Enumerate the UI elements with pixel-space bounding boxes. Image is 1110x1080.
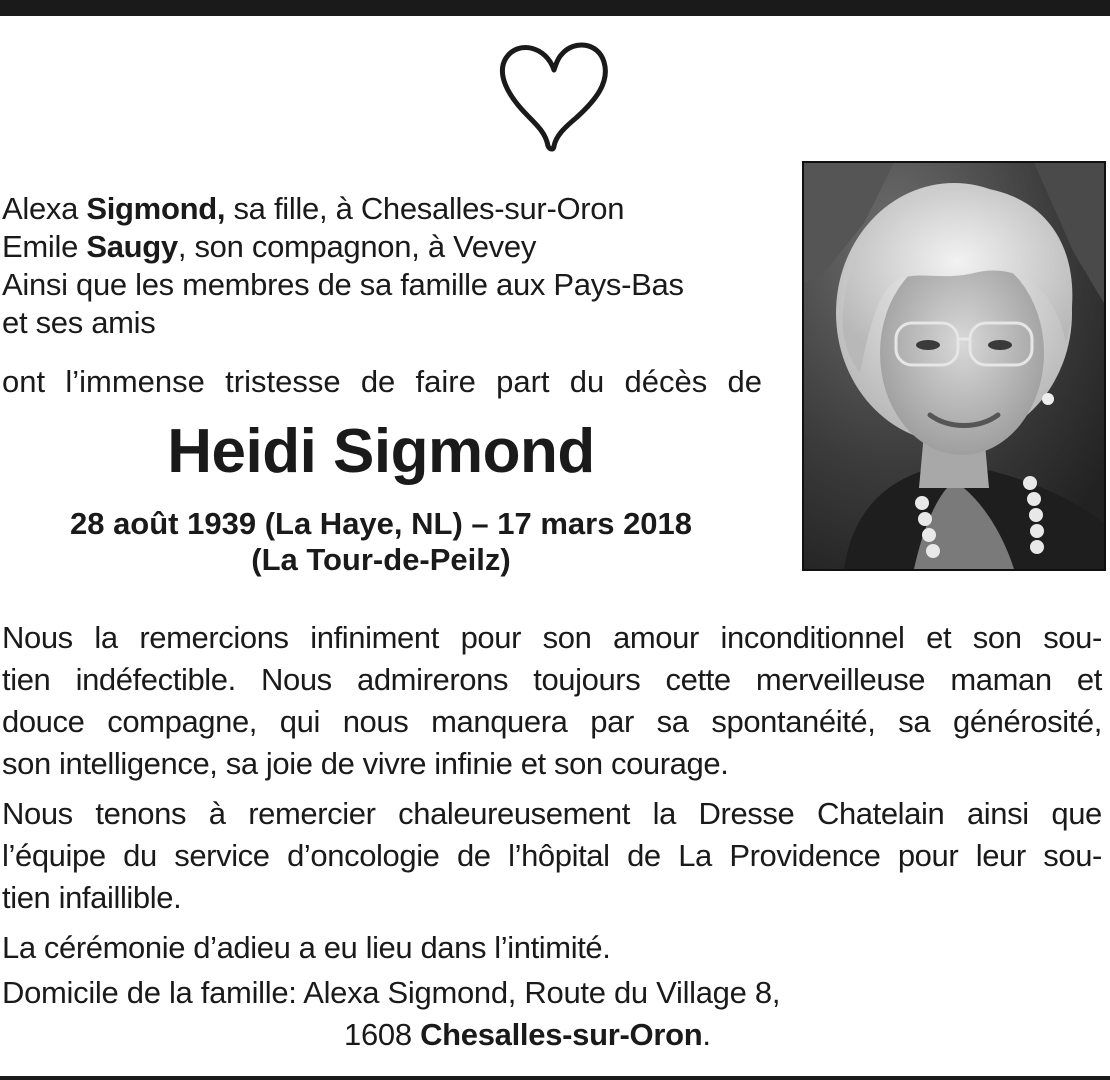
word: inconditionnel bbox=[720, 620, 905, 655]
word: du bbox=[123, 838, 157, 873]
text-line bbox=[2, 701, 1102, 743]
word: amour bbox=[613, 620, 699, 655]
announcement-intro: ont l’immense tristesse de faire part du décès de bbox=[2, 364, 762, 399]
word: indéfectible. bbox=[75, 662, 236, 697]
text-line: tien infaillible. bbox=[2, 880, 182, 915]
word: la bbox=[94, 620, 118, 655]
message-body bbox=[2, 617, 1102, 977]
word: maman bbox=[950, 662, 1052, 697]
word: Nous bbox=[2, 620, 73, 655]
word: tenons bbox=[95, 796, 187, 831]
word: de bbox=[627, 838, 661, 873]
word: d’oncologie bbox=[287, 838, 440, 873]
family-line: Ainsi que les membres de sa famille aux Pays-Bas bbox=[2, 267, 684, 302]
word: pour bbox=[897, 838, 959, 873]
word: Nous bbox=[2, 796, 73, 831]
word: Nous bbox=[261, 662, 332, 697]
paragraph-thanks bbox=[2, 617, 1102, 785]
word: remercier bbox=[248, 796, 376, 831]
text-line: La cérémonie d’adieu a eu lieu dans l’intimité. bbox=[2, 930, 611, 965]
word: de bbox=[456, 838, 491, 873]
word: manquera bbox=[431, 704, 568, 739]
word: compagne, bbox=[107, 704, 258, 739]
paragraph-ceremony bbox=[2, 927, 1102, 969]
text-line bbox=[2, 617, 1102, 659]
word: cette bbox=[665, 662, 731, 697]
family-address: Domicile de la famille: Alexa Sigmond, Route du Village 8, bbox=[2, 975, 781, 1010]
word: Chatelain bbox=[816, 796, 945, 831]
word: leur bbox=[975, 838, 1026, 873]
word: ainsi bbox=[966, 796, 1029, 831]
word: spontanéité, bbox=[711, 704, 876, 739]
family-line: et ses amis bbox=[2, 305, 156, 340]
word: admirerons bbox=[356, 662, 509, 697]
word: son bbox=[542, 620, 592, 655]
word: l’hôpital bbox=[508, 838, 610, 873]
life-dates bbox=[0, 506, 762, 578]
word: son bbox=[972, 620, 1022, 655]
family-list bbox=[2, 190, 684, 342]
word: La bbox=[678, 838, 712, 873]
word: générosité, bbox=[952, 704, 1102, 739]
word: infiniment bbox=[310, 620, 439, 655]
word: et bbox=[926, 620, 952, 655]
word: par bbox=[590, 704, 634, 739]
word: remercions bbox=[139, 620, 289, 655]
word: chaleureusement bbox=[398, 796, 630, 831]
text-line bbox=[2, 793, 1102, 835]
word: pour bbox=[460, 620, 522, 655]
word: et bbox=[1076, 662, 1102, 697]
word: que bbox=[1051, 796, 1102, 831]
word: Dresse bbox=[698, 796, 795, 831]
heart-icon bbox=[498, 38, 610, 152]
family-address-town: 1608 Chesalles-sur-Oron. bbox=[344, 1017, 711, 1052]
word: Providence bbox=[729, 838, 881, 873]
portrait-photo bbox=[802, 161, 1106, 571]
word: sa bbox=[898, 704, 931, 739]
bottom-rule bbox=[0, 1076, 1110, 1080]
top-rule bbox=[0, 0, 1110, 16]
word: nous bbox=[342, 704, 409, 739]
deceased-name: Heidi Sigmond bbox=[167, 417, 595, 486]
word: à bbox=[208, 796, 226, 831]
paragraph-medical-thanks bbox=[2, 793, 1102, 919]
word: toujours bbox=[533, 662, 641, 697]
word: sou- bbox=[1043, 838, 1102, 873]
word: la bbox=[652, 796, 676, 831]
word: merveilleuse bbox=[755, 662, 926, 697]
word: douce bbox=[2, 704, 85, 739]
word: qui bbox=[279, 704, 320, 739]
word: l’équipe bbox=[2, 838, 106, 873]
life-dates-line: 28 août 1939 (La Haye, NL) – 17 mars 2018 bbox=[69, 506, 693, 541]
word: sou- bbox=[1043, 620, 1102, 655]
family-line: Emile Saugy, son compagnon, à Vevey bbox=[2, 229, 537, 264]
text-line bbox=[2, 835, 1102, 877]
death-place: (La Tour-de-Peilz) bbox=[251, 542, 511, 577]
text-line bbox=[2, 659, 1102, 701]
family-line: Alexa Sigmond, sa fille, à Chesalles-sur-Oron bbox=[2, 191, 625, 226]
text-line: son intelligence, sa joie de vivre infinie et son courage. bbox=[2, 746, 729, 781]
word: sa bbox=[656, 704, 689, 739]
word: tien bbox=[2, 662, 51, 697]
word: service bbox=[174, 838, 270, 873]
